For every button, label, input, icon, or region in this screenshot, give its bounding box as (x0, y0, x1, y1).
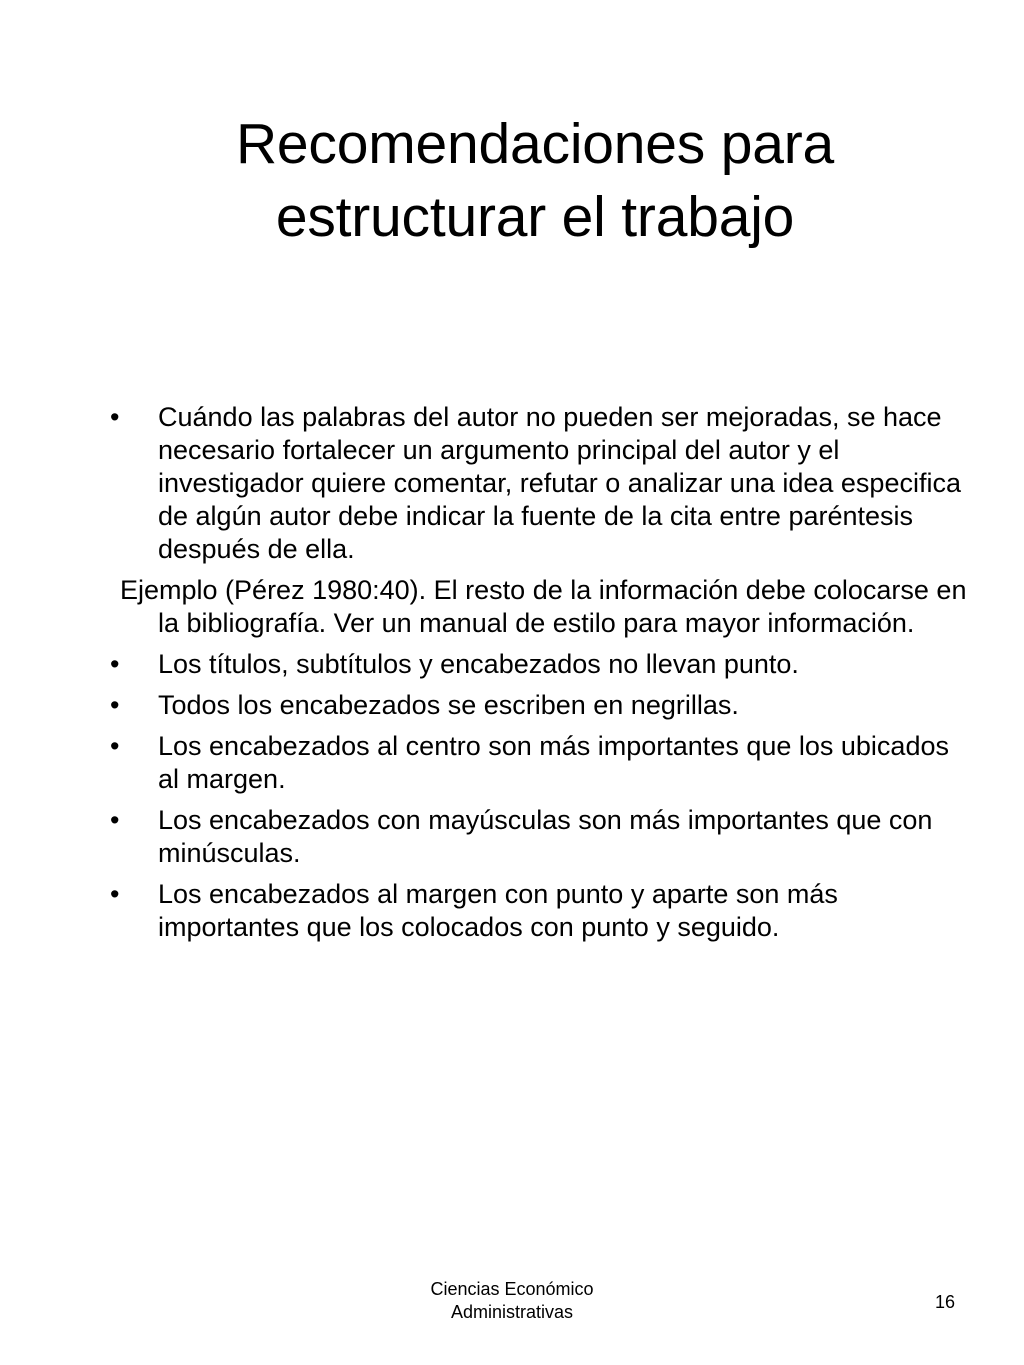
footer-line: Ciencias Económico (430, 1279, 594, 1299)
list-item (110, 689, 970, 722)
list-item (110, 804, 970, 870)
list-item-text: Los encabezados al centro son más importantes que los ubicados al margen. (158, 731, 949, 794)
list-item (110, 648, 970, 681)
bullet-list (110, 401, 970, 944)
list-item (110, 730, 970, 796)
list-item-text: Todos los encabezados se escriben en negrillas. (158, 690, 739, 720)
list-item-text: Ejemplo (Pérez 1980:40). El resto de la información debe colocarse en la bibliografía. Ver un manual de estilo para mayor información. (120, 575, 967, 638)
bullet-icon: • (110, 402, 120, 432)
list-item (110, 401, 970, 566)
slide-footer (362, 1278, 662, 1324)
bullet-icon: • (110, 690, 120, 720)
page-number: 16 (934, 1292, 956, 1312)
bullet-icon: • (110, 879, 120, 909)
list-item-text: Cuándo las palabras del autor no pueden ser mejoradas, se hace necesario fortalecer un argumento principal del autor y el investigador quiere comentar, refutar o analizar una idea especifica de algún autor debe indicar la fuente de la cita entre paréntesis después de ella. (158, 402, 961, 564)
list-item-text: Los títulos, subtítulos y encabezados no llevan punto. (158, 649, 799, 679)
list-item (110, 574, 970, 640)
list-item (110, 878, 970, 944)
footer-line: Administrativas (450, 1302, 574, 1322)
bullet-icon: • (110, 649, 120, 679)
bullet-icon: • (110, 805, 120, 835)
list-item-text: Los encabezados con mayúsculas son más importantes que con minúsculas. (158, 805, 933, 868)
slide-title-line: estructurar el trabajo (275, 185, 795, 249)
slide-title-line: Recomendaciones para (235, 112, 835, 176)
bullet-icon: • (110, 731, 120, 761)
list-item-text: Los encabezados al margen con punto y aparte son más importantes que los colocados con punto y seguido. (158, 879, 838, 942)
slide-title (90, 108, 980, 254)
